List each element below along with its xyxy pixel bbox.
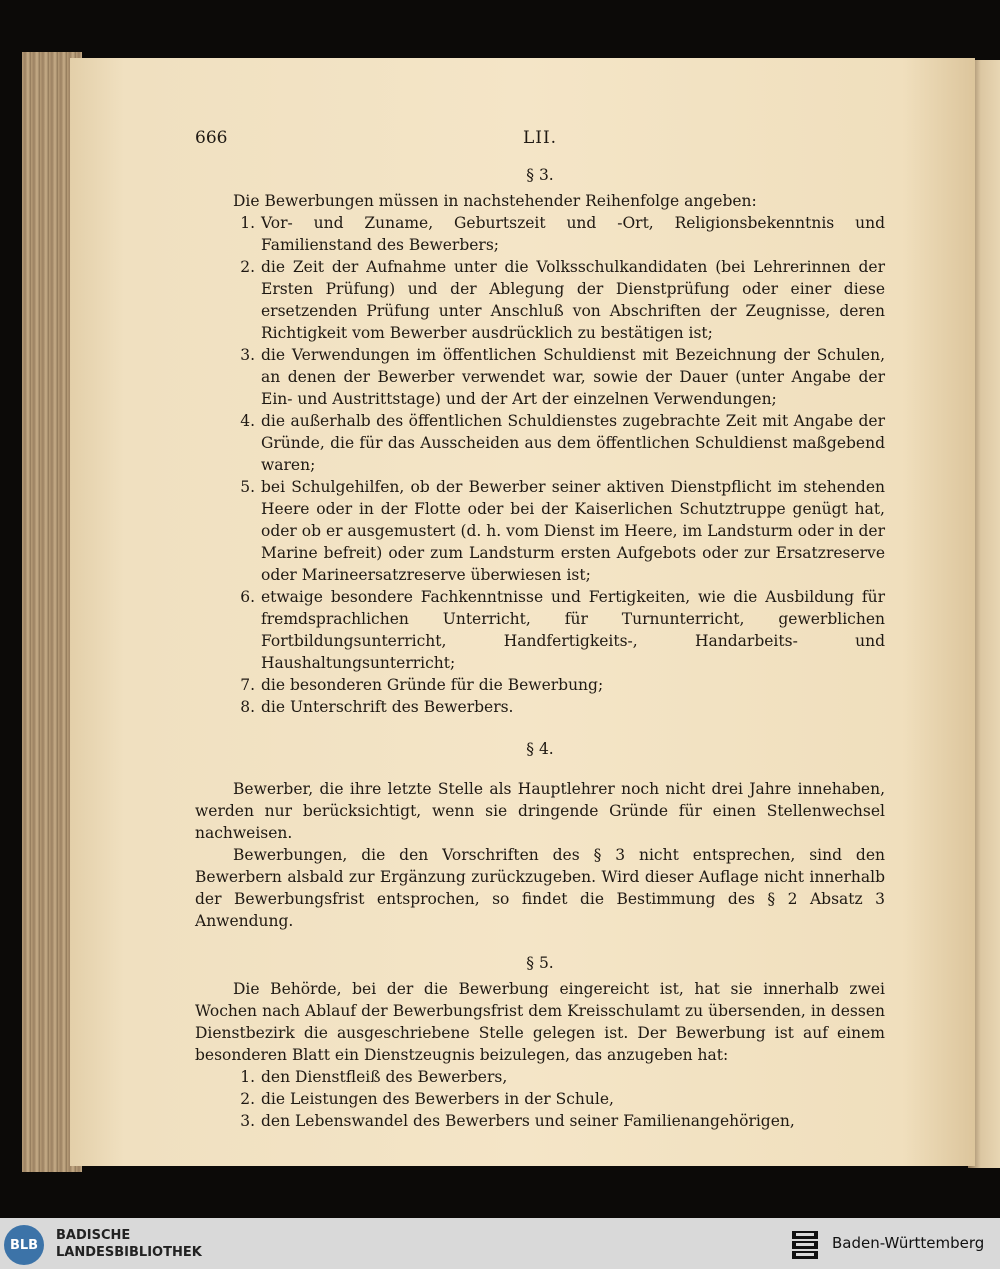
item-number: 5.	[240, 478, 255, 496]
item-number: 8.	[240, 698, 255, 716]
item-text: die besonderen Gründe für die Bewerbung;	[261, 676, 604, 694]
running-head: LII.	[522, 128, 558, 148]
library-name[interactable]	[56, 1227, 202, 1261]
item-number: 1.	[240, 1068, 255, 1086]
item-number: 2.	[240, 258, 255, 276]
page-text	[195, 128, 885, 1132]
item-text: etwaige besondere Fachkenntnisse und Fertigkeiten, wie die Ausbildung für fremdsprachlichen Unterricht, für Turnunterricht, gewerblichen Fortbildungsunterricht, Handfertigkeits-, Handarbeits- und Haushaltungsunterricht;	[261, 588, 885, 672]
list-item	[195, 696, 885, 718]
list-item	[195, 476, 885, 586]
list-item	[195, 586, 885, 674]
list-item	[195, 212, 885, 256]
item-number: 1.	[240, 214, 255, 232]
blb-logo[interactable]: BLB	[4, 1225, 44, 1265]
section-4-title: § 4.	[526, 740, 554, 758]
list-item	[195, 410, 885, 476]
item-text: den Dienstfleiß des Bewerbers,	[261, 1068, 508, 1086]
item-text: Vor- und Zuname, Geburtszeit und -Ort, Religionsbekenntnis und Familienstand des Bewerbers;	[261, 214, 885, 254]
coat-of-arms-icon	[790, 1229, 820, 1261]
library-name-line-2: LANDESBIBLIOTHEK	[56, 1245, 202, 1260]
item-number: 4.	[240, 412, 255, 430]
item-number: 6.	[240, 588, 255, 606]
list-item	[195, 1066, 885, 1088]
section-5-title: § 5.	[526, 954, 554, 972]
item-text: den Lebenswandel des Bewerbers und seiner Familienangehörigen,	[261, 1112, 795, 1130]
page-number: 666	[195, 128, 228, 148]
item-text: die Leistungen des Bewerbers in der Schule,	[261, 1090, 614, 1108]
item-number: 3.	[240, 346, 255, 364]
section-3-title: § 3.	[526, 166, 554, 184]
section-3-intro: Die Bewerbungen müssen in nachstehender Reihenfolge angeben:	[233, 192, 757, 210]
state-name[interactable]: Baden-Württemberg	[832, 1234, 985, 1252]
item-number: 7.	[240, 676, 255, 694]
list-item	[195, 1110, 885, 1132]
item-number: 3.	[240, 1112, 255, 1130]
page-header	[195, 128, 885, 158]
section-5-list	[195, 1066, 885, 1132]
item-text: bei Schulgehilfen, ob der Bewerber seiner aktiven Dienstpflicht im stehenden Heere oder in der Flotte oder bei der Kaiserlichen Schutztruppe genügt hat, oder ob er ausgemustert (d. h. vom Dienst im Heere, im Landsturm oder in der Marine befreit) oder zum Landsturm ersten Aufgebots oder zur Ersatzreserve oder Marineersatzreserve überwiesen ist;	[261, 478, 885, 584]
section-4-paragraph-2: Bewerbungen, die den Vorschriften des § 3 nicht entsprechen, sind den Bewerbern alsbald zur Ergänzung zurückzugeben. Wird dieser Auflage nicht innerhalb der Bewerbungsfrist entsprochen, so findet die Bestimmung des § 2 Absatz 3 Anwendung.	[195, 846, 885, 930]
item-text: die außerhalb des öffentlichen Schuldienstes zugebrachte Zeit mit Angabe der Gründe, die für das Ausscheiden aus dem öffentlichen Schuldienst maßgebend waren;	[261, 412, 885, 474]
library-name-line-1: BADISCHE	[56, 1228, 131, 1243]
list-item	[195, 674, 885, 696]
list-item	[195, 256, 885, 344]
item-text: die Unterschrift des Bewerbers.	[261, 698, 514, 716]
item-text: die Verwendungen im öffentlichen Schuldienst mit Bezeichnung der Schulen, an denen der Bewerber verwendet war, sowie der Dauer (unter Angabe der Ein- und Austrittstage) und der Art der einzelnen Verwendungen;	[261, 346, 885, 408]
footer-bar	[0, 1218, 1000, 1269]
section-5-paragraph-1: Die Behörde, bei der die Bewerbung eingereicht ist, hat sie innerhalb zwei Wochen nach Ablauf der Bewerbungsfrist dem Kreisschulamt zu übersenden, in dessen Dienstbezirk die ausgeschriebene Stelle gelegen ist. Der Bewerbung ist auf einem besonderen Blatt ein Dienstzeugnis beizulegen, das anzugeben hat:	[195, 980, 885, 1064]
list-item	[195, 344, 885, 410]
section-3-list	[195, 212, 885, 718]
section-4-paragraph-1: Bewerber, die ihre letzte Stelle als Hauptlehrer noch nicht drei Jahre innehaben, werden nur berücksichtigt, wenn sie dringende Gründe für einen Stellenwechsel nachweisen.	[195, 780, 885, 842]
list-item	[195, 1088, 885, 1110]
item-text: die Zeit der Aufnahme unter die Volksschulkandidaten (bei Lehrerinnen der Ersten Prüfung) und der Ablegung der Dienstprüfung oder einer diese ersetzenden Prüfung unter Anschluß von Abschriften der Zeugnisse, deren Richtigkeit vom Bewerber ausdrücklich zu bestätigen ist;	[261, 258, 885, 342]
item-number: 2.	[240, 1090, 255, 1108]
